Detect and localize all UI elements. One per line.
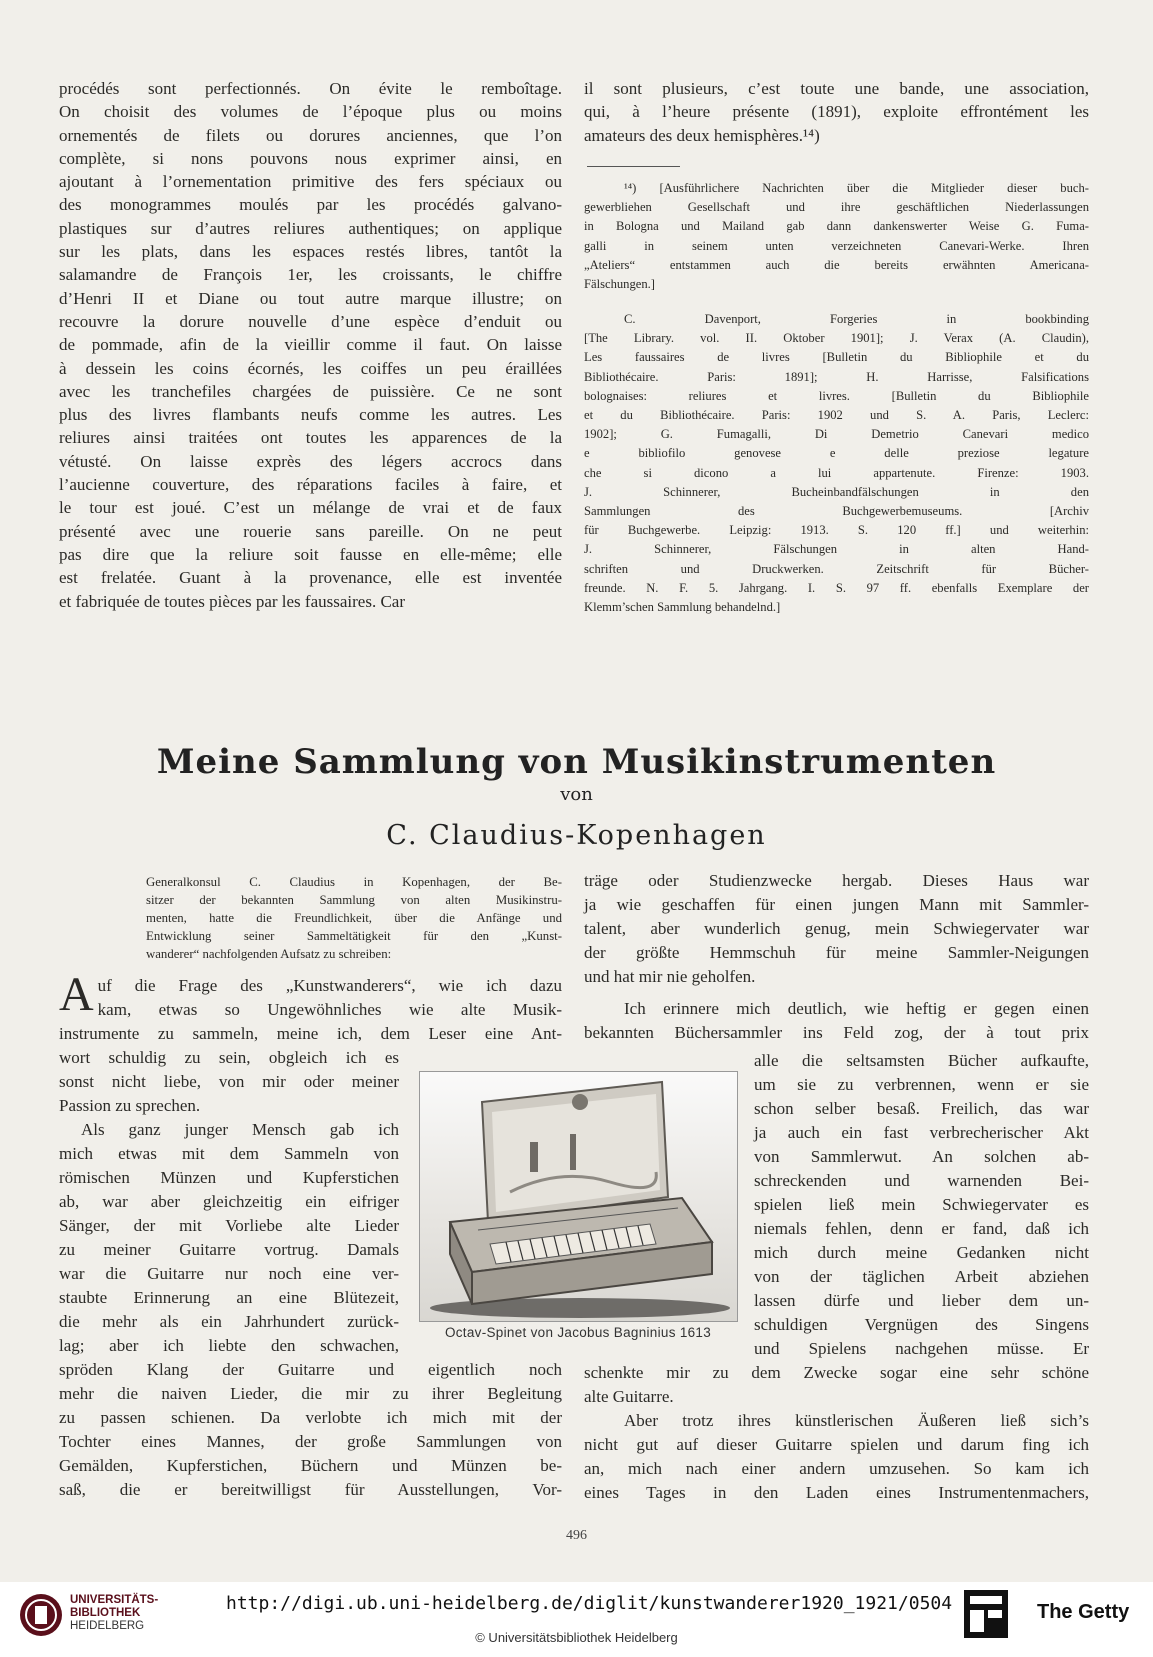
text-line: e bibliofilo genovese e delle preziose legature (584, 446, 1089, 461)
text-line: le tour est joué. C’est un mélange de vrai et de faux (59, 498, 562, 518)
article-author: C. Claudius-Kopenhagen (386, 820, 767, 851)
footnote-rule (587, 166, 680, 167)
text-line: ornementés de filets ou dorures anciennes, que l’on (59, 125, 562, 145)
text-line: zu meiner Guitarre vortrug. Damals (59, 1240, 399, 1259)
text-line: spröden Klang der Guitarre und eigentlich noch (59, 1360, 562, 1379)
text-line: l’aucienne couverture, des réparations faciles à faire, et (59, 475, 562, 495)
text-line: träge oder Studienzwecke hergab. Dieses Haus war (584, 871, 1089, 890)
text-line: salamandre de François 1er, les croissants, le chiffre (59, 265, 562, 285)
text-line: Les faussaires de livres [Bulletin du Bibliophile et du (584, 350, 1089, 365)
text-line: ¹⁴) [Ausführlichere Nachrichten über die Mitglieder dieser buch- (624, 181, 1089, 195)
text-line: talent, aber wunderlich genug, mein Schwiegervater war (584, 919, 1089, 938)
text-line: der größte Hemmschuh für meine Sammler-Neigungen (584, 943, 1089, 962)
text-line: schon selber besaß. Freilich, das war (754, 1099, 1089, 1118)
text-line: freunde. N. F. 5. Jahrgang. I. S. 97 ff. ebenfalls Exemplare der (584, 580, 1089, 595)
text-line: eines Tages in den Laden eines Instrumentenmachers, (584, 1483, 1089, 1502)
text-line: plastiques sur d’autres reliures authentiques; on applique (59, 218, 562, 238)
text-line: ajoutant à l’ornementation primitive des fers spéciaux ou (59, 172, 562, 192)
text-line: amateurs des deux hemisphères.¹⁴) (584, 125, 820, 145)
text-line: des monogrammes moulés par les procédés galvano- (59, 195, 562, 215)
text-line: menten, hatte die Freundlichkeit, über die Anfänge und (146, 911, 562, 925)
top-left-column (59, 77, 562, 613)
text-line: qui, à l’heure présente (1891), exploite effrontément les (584, 102, 1089, 122)
text-line: uf die Frage des „Kunstwanderers“, wie ich dazu (97, 976, 562, 995)
text-line: die mehr als ein Jahrhundert zurück- (59, 1312, 399, 1331)
text-line: Klemm’schen Sammlung behandelnd.] (584, 600, 781, 615)
text-line: mich durch meine Gedanken nicht (754, 1243, 1089, 1262)
text-line: von Sammlerwut. An solchen ab- (754, 1147, 1089, 1166)
text-line: J. Schinnerer, Fälschungen in alten Hand- (584, 542, 1089, 557)
text-line: alte Guitarre. (584, 1387, 674, 1406)
text-line: ab, war aber gleichzeitig ein eifriger (59, 1192, 399, 1211)
article-title: Meine Sammlung von Musikinstrumenten (156, 742, 997, 782)
text-line: à dessein les coins écornés, les coiffes un peu éraillées (59, 358, 562, 378)
text-line: sonst nicht liebe, von mir oder meiner (59, 1072, 399, 1091)
permalink-url[interactable]: http://digi.ub.uni-heidelberg.de/diglit/kunstwanderer1920_1921/0504 (226, 1593, 953, 1614)
copyright-notice: © Universitätsbibliothek Heidelberg (475, 1630, 678, 1645)
text-line: niemals fehlen, denn er fand, daß ich (754, 1219, 1089, 1238)
text-line: On choisit des volumes de l’époque plus ou moins (59, 102, 562, 122)
text-line: zu passen schienen. Da verlobte ich mich mit der (59, 1408, 562, 1427)
text-line: ja wie geschaffen für einen jungen Mann mit Sammler- (584, 895, 1089, 914)
article-von: von (560, 784, 593, 805)
article-right-narrow (754, 1049, 1089, 1361)
text-line: Passion zu sprechen. (59, 1096, 201, 1115)
text-line: mehr die naiven Lieder, die mir zu ihrer Begleitung (59, 1384, 562, 1403)
footer-bar (0, 1582, 1153, 1657)
article-right-column (584, 869, 1089, 1045)
text-line: [The Library. vol. II. Oktober 1901]; J. Verax (A. Claudin), (584, 331, 1089, 346)
text-line: Generalkonsul C. Claudius in Kopenhagen, der Be- (146, 875, 562, 889)
text-line: wort schuldig zu sein, obgleich ich es (59, 1048, 399, 1067)
drop-cap: A (59, 968, 94, 1021)
text-line: Bibliothécaire. Paris: 1891]; H. Harrisse, Falsifications (584, 369, 1089, 384)
footnote-14 (584, 179, 1089, 294)
text-line: lassen dürfe und lieber dem un- (754, 1291, 1089, 1310)
text-line: Gemälden, Kupferstichen, Büchern und Münzen be- (59, 1456, 562, 1475)
text-line: vétusté. On laisse exprès des légers accrocs dans (59, 451, 562, 471)
text-line: Entwicklung seiner Sammeltätigkeit für den „Kunst- (146, 929, 562, 943)
text-line: war die Guitarre nur noch eine ver- (59, 1264, 399, 1283)
spinet-illustration (420, 1072, 737, 1321)
text-line: kam, etwas so Ungewöhnliches wie alte Musik- (97, 1000, 562, 1019)
text-line: et du Bibliothécaire. Paris: 1902 und S. A. Paris, Leclerc: (584, 408, 1089, 423)
text-line: schriften und Druckwerken. Zeitschrift für Bücher- (584, 561, 1089, 576)
text-line: est frelatée. Guant à la provenance, elle est inventée (59, 568, 562, 588)
text-line: et fabriquée de toutes pièces par les faussaires. Car (59, 591, 405, 611)
text-line: schenkte mir zu dem Zwecke sogar eine sehr schöne (584, 1363, 1089, 1382)
text-line: ja auch ein fast verbrecherischer Akt (754, 1123, 1089, 1142)
footnote-references (584, 310, 1089, 617)
getty-label: The Getty (1037, 1601, 1130, 1623)
page-number: 496 (566, 1528, 587, 1543)
text-line: spielen ließ mein Schwiegervater es (754, 1195, 1089, 1214)
text-line: an, mich nach einer andern umzusehen. So kam ich (584, 1459, 1089, 1478)
text-line: lag; aber ich liebte den schwachen, (59, 1336, 399, 1355)
text-line: procédés sont perfectionnés. On évite le remboîtage. (59, 79, 562, 98)
text-line: nicht gut auf dieser Guitarre spielen und darum fing ich (584, 1435, 1089, 1454)
text-line: römischen Münzen und Kupferstichen (59, 1168, 399, 1187)
text-line: in Bologna und Mailand gab dann dankenswerter Weise G. Fuma- (584, 219, 1089, 234)
text-line: staubte Erinnerung an eine Blütezeit, (59, 1288, 399, 1307)
text-line: sur les plats, dans les espaces restés libres, tantôt la (59, 242, 562, 262)
text-line: il sont plusieurs, c’est toute une bande, une association, (584, 79, 1089, 98)
text-line: plus des livres flambants neufs comme les autres. Les (59, 405, 562, 425)
text-line: und hat mir nie geholfen. (584, 967, 756, 986)
text-line: für Buchgewerbe. Leipzig: 1913. S. 120 ff.] und weiterhin: (584, 523, 1089, 538)
text-line: instrumente zu sammeln, meine ich, dem Leser eine Ant- (59, 1024, 562, 1043)
text-line: Ich erinnere mich deutlich, wie heftig er gegen einen (624, 999, 1089, 1018)
text-line: sitzer der bekannten Sammlung von alten Musikinstru- (146, 893, 562, 907)
spinet-photo (419, 1071, 738, 1322)
library-name: UNIVERSITÄTS- BIBLIOTHEK HEIDELBERG (70, 1594, 159, 1632)
text-line: „Ateliers“ entstammen auch die bereits erwähnten Americana- (584, 257, 1089, 272)
text-line: Fälschungen.] (584, 277, 655, 292)
text-line: Tochter eines Mannes, der große Sammlungen von (59, 1432, 562, 1451)
text-line: Sänger, der mit Vorliebe alte Lieder (59, 1216, 399, 1235)
text-line: de pommade, afin de la vieillir comme il faut. On laisse (59, 335, 562, 355)
text-line: reliures ainsi traitées ont toutes les apparences de la (59, 428, 562, 448)
top-right-column (584, 77, 1089, 147)
figure-caption: Octav-Spinet von Jacobus Bagninius 1613 (444, 1325, 712, 1340)
text-line: présenté avec une rouerie sans pareille. On ne peut (59, 521, 562, 541)
text-line: gewerbliehen Gesellschaft und ihre geschäftlichen Niederlassungen (584, 200, 1089, 215)
text-line: d’Henri II et Diane ou tout autre marque illustre; on (59, 288, 562, 308)
text-line: complète, si nons pouvons nous exprimer ainsi, en (59, 148, 562, 168)
getty-logo-icon (962, 1588, 1010, 1640)
text-line: 1902]; G. Fumagalli, Di Demetrio Canevari medico (584, 427, 1089, 442)
text-line: galli in seinem unten verzeichneten Canevari-Werke. Ihren (584, 238, 1089, 253)
editorial-intro (146, 873, 562, 963)
text-line: Sammlungen des Buchgewerbemuseums. [Archiv (584, 504, 1089, 519)
text-line: alle die seltsamsten Bücher aufkaufte, (754, 1051, 1089, 1070)
text-line: bekannten Büchersammler ins Feld zog, der à tout prix (584, 1023, 1089, 1042)
text-line: bolognaises: reliures et livres. [Bulletin du Bibliophile (584, 388, 1089, 403)
text-line: C. Davenport, Forgeries in bookbinding (624, 312, 1089, 326)
text-line: von der täglichen Arbeit abziehen (754, 1267, 1089, 1286)
text-line: wanderer“ nachfolgenden Aufsatz zu schreiben: (146, 947, 392, 961)
text-line: schuldigen Vergnügen des Singens (754, 1315, 1089, 1334)
text-line: recouvre la dorure nouvelle d’une espèce d’enduit ou (59, 311, 562, 331)
text-line: schreckenden und warnenden Bei- (754, 1171, 1089, 1190)
text-line: pas dire que la reliure soit fausse en elle-même; elle (59, 544, 562, 564)
text-line: che si dicono a lui appartenute. Firenze: 1903. (584, 465, 1089, 480)
text-line: avec les tranchefiles chargées de puissière. Ce ne sont (59, 381, 562, 401)
article-right-bottom (584, 1361, 1089, 1505)
text-line: Aber trotz ihres künstlerischen Äußeren ließ sich’s (624, 1411, 1089, 1430)
text-line: J. Schinnerer, Bucheinbandfälschungen in den (584, 484, 1089, 499)
text-line: mich etwas mit dem Sammeln von (59, 1144, 399, 1163)
text-line: Als ganz junger Mensch gab ich (81, 1120, 399, 1139)
text-line: um sie zu verbrennen, wenn er sie (754, 1075, 1089, 1094)
text-line: saß, die er bereitwilligst für Ausstellungen, Vor- (59, 1480, 562, 1499)
text-line: und Spielens nachgehen müsse. Er (754, 1339, 1089, 1358)
